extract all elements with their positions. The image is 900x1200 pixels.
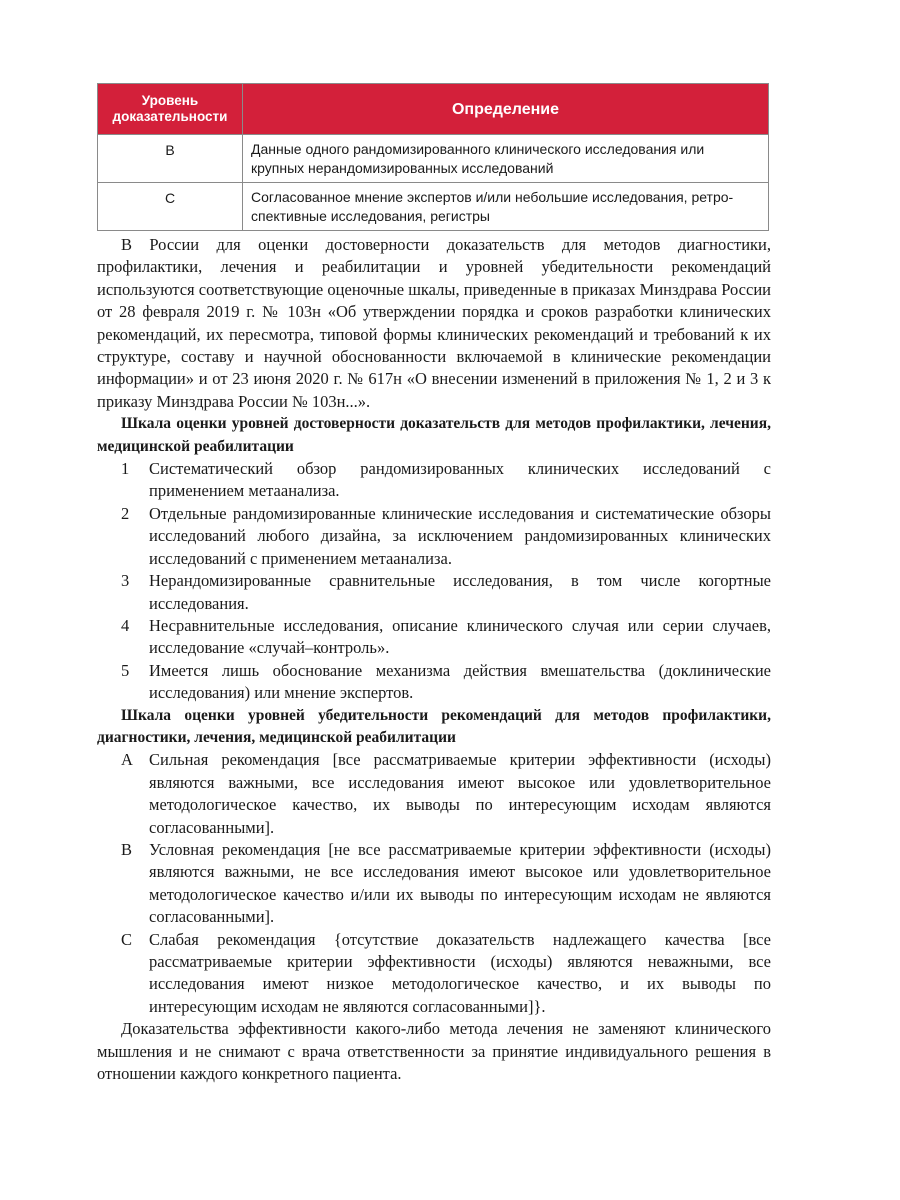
row-definition: Данные одного рандомизированного клинического исследования или крупных нерандомизированных исследований [243, 135, 769, 183]
row-level: C [98, 183, 243, 231]
recommendation-scale-heading: Шкала оценки уровней убедительности рекомендаций для методов профилактики, диагностики, лечения, медицинской реабилитации [97, 706, 771, 746]
list-item-text: Отдельные рандомизированные клинические исследования и систематические обзоры исследований любого дизайна, за исключением рандомизированных клинических исследований с применением метаанализа. [149, 503, 771, 568]
table-header-row [98, 84, 769, 135]
row-definition: Согласованное мнение экспертов и/или небольшие исследования, ретро-спективные исследования, регистры [243, 183, 769, 231]
list-item-text: Систематический обзор рандомизированных клинических исследований с применением метаанализа. [149, 459, 771, 501]
list-item-text: Слабая рекомендация {отсутствие доказательств надлежащего качества [все рассматриваемые критерии эффективности (исходы) являются неважными, все исследования имеют низкое методологическое качество, и их выводы по интересующим исходам не являются согласованными]}. [149, 929, 771, 1016]
body-text [97, 234, 771, 1085]
list-marker: B [121, 839, 133, 859]
table-row [98, 183, 769, 231]
recommendation-scale-list [97, 749, 771, 1018]
list-item [97, 749, 771, 839]
evidence-scale-heading: Шкала оценки уровней достоверности доказательств для методов профилактики, лечения, медицинской реабилитации [97, 415, 771, 455]
list-marker: 2 [121, 503, 130, 523]
list-item [97, 660, 771, 705]
table-row [98, 135, 769, 183]
list-item-text: Несравнительные исследования, описание клинического случая или серии случаев, исследование «случай–контроль». [149, 615, 771, 658]
list-item-text: Имеется лишь обоснование механизма действия вмешательства (доклинические исследования) или мнение экспертов. [149, 660, 771, 703]
intro-paragraph: В России для оценки достоверности доказательств для методов диагностики, профилактики, лечения и реабилитации и уровней убедительности рекомендаций используются соответствующие оценочные шкалы, приведенные в приказах Минздрава России от 28 февраля 2019 г. № 103н «Об утверждении порядка и сроков разработки клинических рекомендаций, их пересмотра, типовой формы клинических рекомендаций и требований к их структуре, составу и научной обоснованности включаемой в клинические рекомендации информации» и от 23 июня 2020 г. № 617н «О внесении изменений в приложения № 1, 2 и 3 к приказу Минздрава России № 103н...». [97, 235, 771, 411]
list-marker: A [121, 750, 133, 770]
list-item-text: Условная рекомендация [не все рассматриваемые критерии эффективности (исходы) являются важными, не все исследования имеют высокое или удовлетворительное методологическое качество и/или их выводы по интересующим исходам не являются согласованными]. [149, 839, 771, 927]
list-marker: 3 [121, 571, 130, 591]
evidence-scale-list [97, 458, 771, 704]
list-item [97, 929, 771, 1019]
header-definition: Определение [243, 84, 769, 135]
list-item-text: Сильная рекомендация [все рассматриваемые критерии эффективности (исходы) являются важными, все исследования имеют высокое или удовлетворительное методологическое качество, их выводы по интересующим исходам являются согласованными]. [149, 750, 771, 837]
list-item-text: Нерандомизированные сравнительные исследования, в том числе когортные исследования. [149, 571, 771, 613]
closing-paragraph: Доказательства эффективности какого-либо метода лечения не заменяют клинического мышления и не снимают с врача ответственности за принятие индивидуального решения в отношении каждого конкретного пациента. [97, 1019, 771, 1084]
list-item [97, 839, 771, 929]
row-level: B [98, 135, 243, 183]
list-marker: 1 [121, 459, 130, 479]
list-marker: 4 [121, 615, 130, 635]
list-marker: C [121, 929, 133, 949]
list-item [97, 570, 771, 615]
list-item [97, 615, 771, 660]
list-marker: 5 [121, 660, 130, 680]
list-item [97, 458, 771, 503]
header-level: Уровень доказательности [98, 84, 243, 135]
list-item [97, 503, 771, 570]
evidence-level-table [97, 83, 769, 231]
